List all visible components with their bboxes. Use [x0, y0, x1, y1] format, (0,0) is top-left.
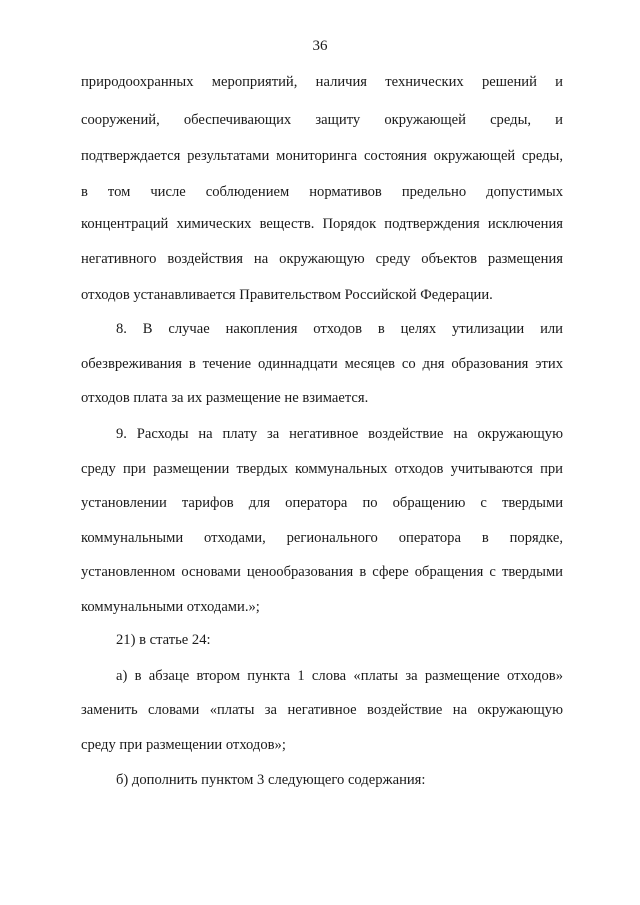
paragraph-first-line: б) дополнить пунктом 3 следующего содержания: [116, 772, 426, 788]
text-line: коммунальными отходами, регионального оператора в порядке, [81, 530, 563, 546]
paragraph-first-line: а) в абзаце втором пункта 1 слова «платы за размещение отходов» [116, 668, 563, 684]
text-line: сооружений, обеспечивающих защиту окружающей среды, и [81, 112, 563, 128]
text-line: подтверждается результатами мониторинга состояния окружающей среды, [81, 148, 563, 164]
page-number: 36 [312, 38, 328, 54]
text-line: природоохранных мероприятий, наличия технических решений и [81, 74, 563, 90]
text-line: отходов устанавливается Правительством Российской Федерации. [81, 287, 493, 303]
text-line: установлении тарифов для оператора по обращению с твердыми [81, 495, 563, 511]
text-line: заменить словами «платы за негативное воздействие на окружающую [81, 702, 563, 718]
text-line: установленном основами ценообразования в сфере обращения с твердыми [81, 564, 563, 580]
text-line: концентраций химических веществ. Порядок подтверждения исключения [81, 216, 563, 232]
text-line: среду при размещении отходов»; [81, 737, 286, 753]
text-line: отходов плата за их размещение не взимается. [81, 390, 369, 406]
text-line: среду при размещении твердых коммунальных отходов учитываются при [81, 461, 563, 477]
paragraph-first-line: 21) в статье 24: [116, 632, 211, 648]
text-line: коммунальными отходами.»; [81, 599, 260, 615]
paragraph-first-line: 8. В случае накопления отходов в целях утилизации или [116, 321, 563, 337]
paragraph-first-line: 9. Расходы на плату за негативное воздействие на окружающую [116, 426, 563, 442]
text-line: обезвреживания в течение одиннадцати месяцев со дня образования этих [81, 356, 563, 372]
text-line: в том числе соблюдением нормативов предельно допустимых [81, 184, 563, 200]
text-line: негативного воздействия на окружающую среду объектов размещения [81, 251, 563, 267]
